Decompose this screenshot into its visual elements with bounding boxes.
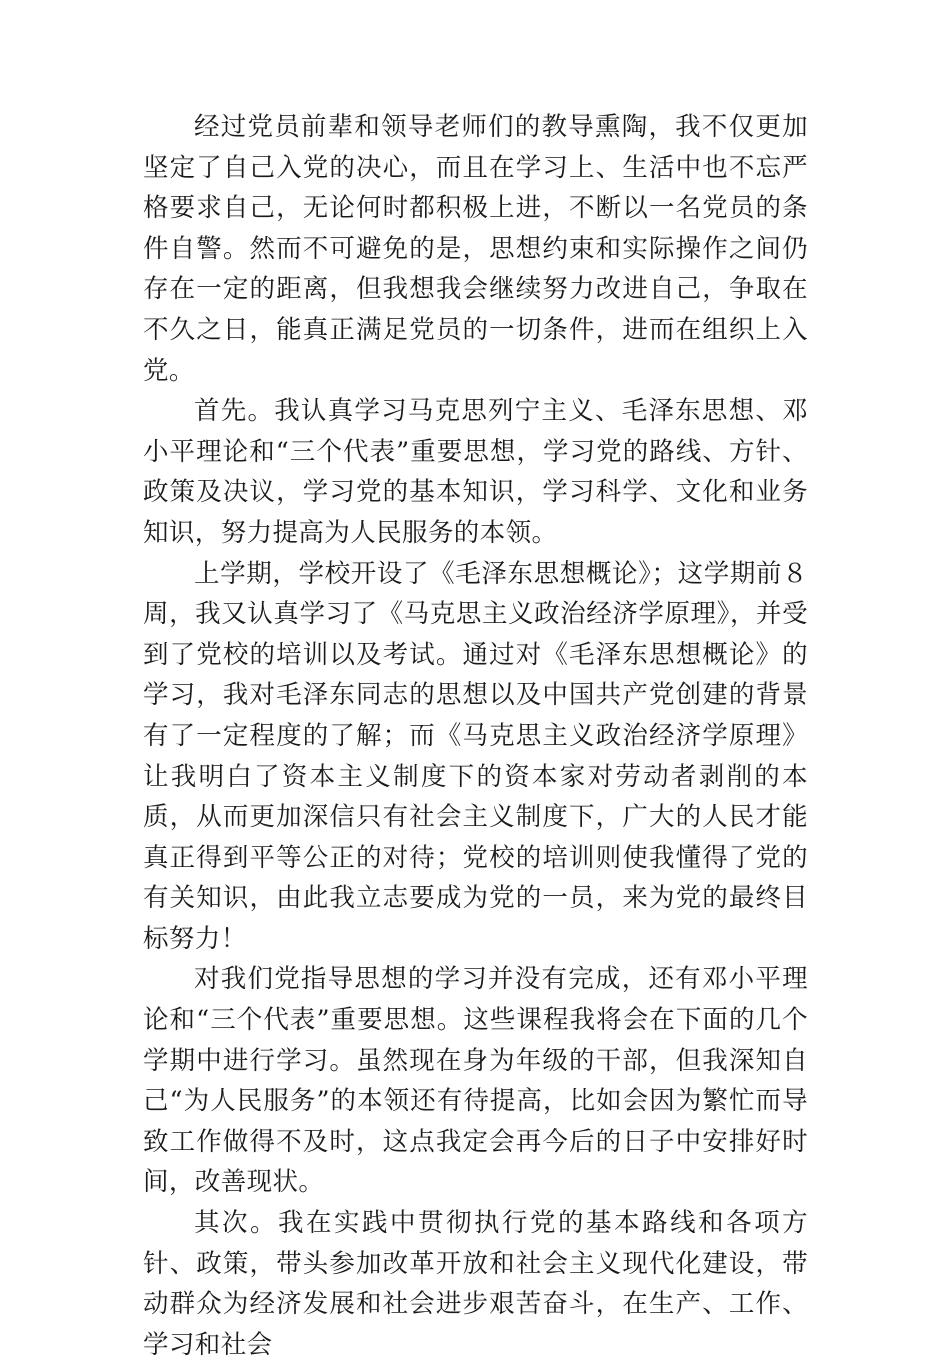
paragraph-5: 其次。我在实践中贯彻执行党的基本路线和各项方针、政策，带头参加改革开放和社会主义现代化建设，带动群众为经济发展和社会进步艰苦奋斗，在生产、工作、学习和社会 bbox=[143, 1208, 808, 1360]
paragraph-2: 首先。我认真学习马克思列宁主义、毛泽东思想、邓小平理论和“三个代表”重要思想，学习党的路线、方针、政策及决议，学习党的基本知识，学习科学、文化和业务知识，努力提高为人民服务的本领。 bbox=[143, 396, 808, 548]
document-body bbox=[143, 107, 808, 1365]
paragraph-4: 对我们党指导思想的学习并没有完成，还有邓小平理论和“三个代表”重要思想。这些课程我将会在下面的几个学期中进行学习。虽然现在身为年级的干部，但我深知自己“为人民服务”的本领还有待提高，比如会因为繁忙而导致工作做得不及时，这点我定会再今后的日子中安排好时间，改善现状。 bbox=[143, 964, 808, 1198]
paragraph-1: 经过党员前辈和领导老师们的教导熏陶，我不仅更加坚定了自己入党的决心，而且在学习上、生活中也不忘严格要求自己，无论何时都积极上进，不断以一名党员的条件自警。然而不可避免的是，思想约束和实际操作之间仍存在一定的距离，但我想我会继续努力改进自己，争取在不久之日，能真正满足党员的一切条件，进而在组织上入党。 bbox=[143, 112, 808, 386]
paragraph-3: 上学期，学校开设了《毛泽东思想概论》；这学期前８周，我又认真学习了《马克思主义政治经济学原理》，并受到了党校的培训以及考试。通过对《毛泽东思想概论》的学习，我对毛泽东同志的思想以及中国共产党创建的背景有了一定程度的了解；而《马克思主义政治经济学原理》让我明白了资本主义制度下的资本家对劳动者剥削的本质，从而更加深信只有社会主义制度下，广大的人民才能真正得到平等公正的对待；党校的培训则使我懂得了党的有关知识，由此我立志要成为党的一员，来为党的最终目标努力！ bbox=[143, 558, 808, 954]
